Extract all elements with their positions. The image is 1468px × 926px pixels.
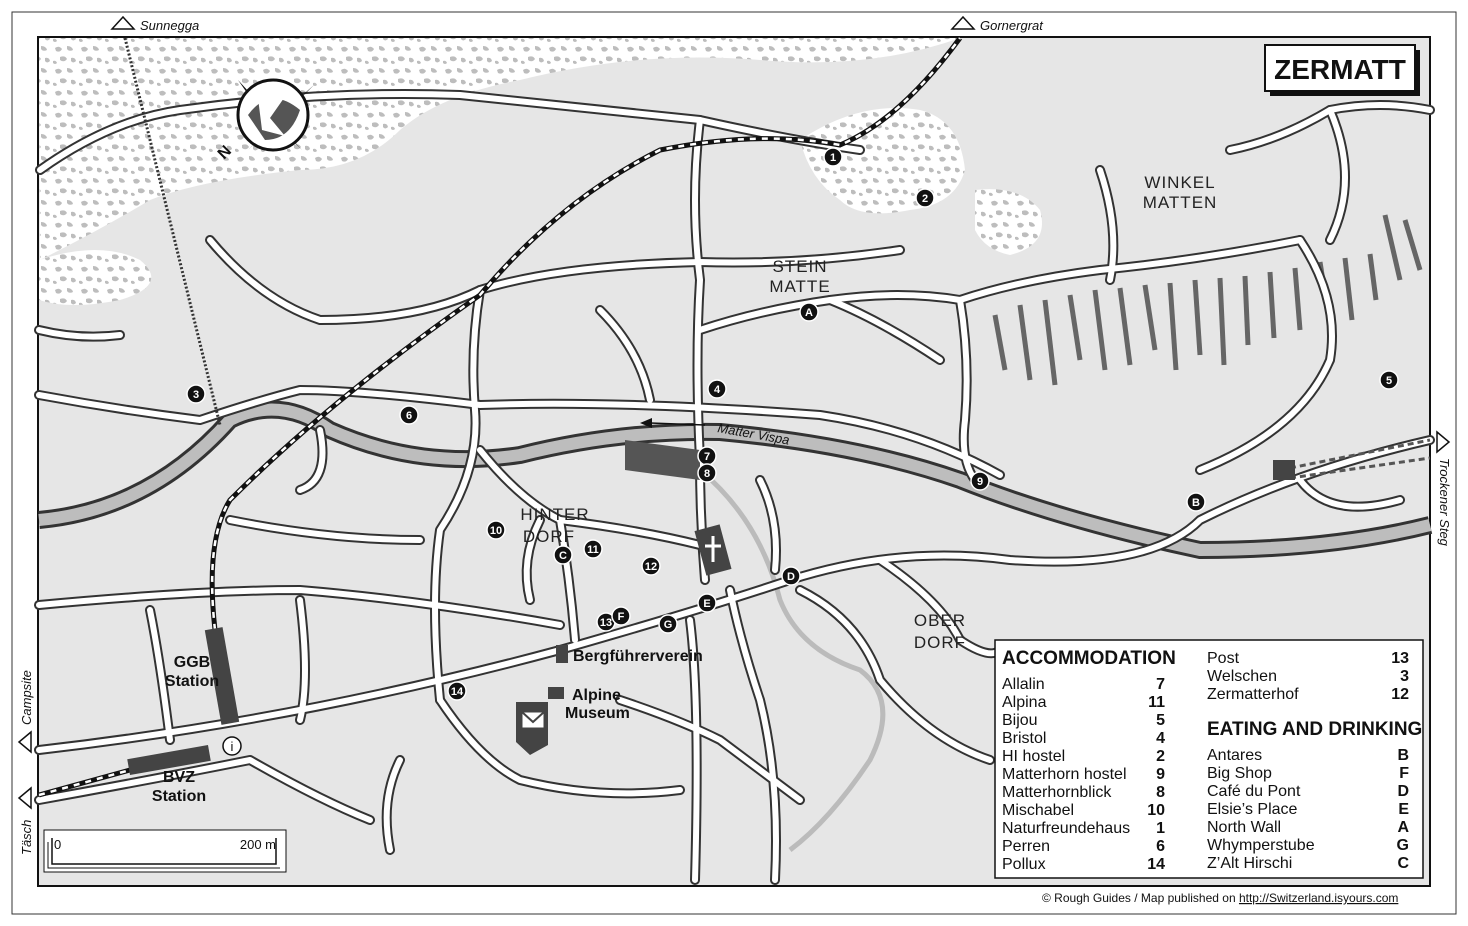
legend-entry-key: G — [1396, 837, 1409, 854]
legend-entry-key: B — [1397, 747, 1409, 764]
marker-label: E — [703, 598, 711, 610]
marker-1[interactable] — [824, 148, 842, 166]
marker-label: 1 — [829, 152, 837, 164]
legend-entry-name: Bijou — [1002, 712, 1038, 729]
marker-9[interactable] — [971, 472, 989, 490]
ggb-station-label-line2: Station — [164, 673, 220, 690]
compass-north-label: N — [214, 142, 236, 163]
legend-entry-key: 4 — [1156, 730, 1165, 747]
marker-label: 7 — [703, 451, 711, 463]
district-oberdorf-line2: DORF — [913, 633, 967, 652]
district-winkelmatten-line1: WINKEL — [1144, 173, 1216, 192]
direction-gornergrat[interactable]: Gornergrat — [980, 18, 1043, 33]
info-icon-label: i — [230, 739, 234, 754]
marker-f[interactable] — [612, 607, 630, 625]
direction-tasch[interactable]: Täsch — [19, 819, 34, 855]
legend-entry-name: Matterhornblick — [1002, 784, 1112, 801]
marker-11[interactable] — [584, 540, 602, 558]
marker-8[interactable] — [698, 464, 716, 482]
legend-entry-key: 14 — [1147, 856, 1165, 873]
marker-label: 14 — [450, 686, 464, 698]
marker-label: B — [1192, 497, 1200, 509]
legend-entry-name: Pollux — [1002, 856, 1046, 873]
legend-entry-name: Z’Alt Hirschi — [1207, 855, 1293, 872]
marker-7[interactable] — [698, 447, 716, 465]
legend-entry-name: Naturfreundehaus — [1002, 820, 1131, 837]
district-hinterdorf-line2: DORF — [522, 527, 576, 546]
marker-5[interactable] — [1380, 371, 1398, 389]
cable-car-station — [1273, 460, 1295, 480]
legend-entry-name: Mischabel — [1002, 802, 1075, 819]
marker-c[interactable] — [554, 546, 572, 564]
marker-label: 12 — [644, 561, 658, 573]
legend-entry-key: 5 — [1156, 712, 1165, 729]
legend-entry-key: 10 — [1147, 802, 1165, 819]
marker-label: 8 — [703, 468, 711, 480]
legend-entry-key: 9 — [1156, 766, 1165, 783]
marker-label: 4 — [713, 384, 721, 396]
marker-label: A — [805, 307, 813, 319]
marker-3[interactable] — [187, 385, 205, 403]
marker-label: D — [787, 571, 795, 583]
marker-label: 11 — [587, 544, 599, 556]
legend-entry-name: Matterhorn hostel — [1002, 766, 1127, 783]
marker-2[interactable] — [916, 189, 934, 207]
marker-g[interactable] — [659, 615, 677, 633]
legend-entry-name: Post — [1207, 650, 1240, 667]
legend-entry-key: D — [1397, 783, 1409, 800]
legend-entry-key: 8 — [1156, 784, 1165, 801]
alpine-museum-label-line1: Alpine — [572, 687, 621, 704]
map-credit — [1042, 891, 1398, 905]
direction-campsite[interactable]: Campsite — [19, 670, 34, 725]
legend-entry-name: Antares — [1207, 747, 1263, 764]
legend-entry-name: Alpina — [1002, 694, 1047, 711]
scale-end: 200 m — [239, 837, 276, 852]
legend-entry-name: Café du Pont — [1207, 783, 1301, 800]
direction-sunnegga[interactable]: Sunnegga — [140, 18, 200, 33]
legend-entry-key: 2 — [1156, 748, 1165, 765]
marker-label: C — [559, 550, 567, 562]
map-title-text: ZERMATT — [1274, 54, 1406, 85]
legend-eating-title: EATING AND DRINKING — [1207, 719, 1423, 740]
marker-label: 13 — [599, 617, 613, 629]
map-credit-link[interactable]: http://Switzerland.isyours.com — [1238, 891, 1399, 905]
marker-label: 9 — [976, 476, 984, 488]
legend-entry-name: Perren — [1002, 838, 1051, 855]
legend-accommodation-title: ACCOMMODATION — [1002, 648, 1176, 669]
scale-start: 0 — [54, 837, 62, 852]
district-steinmatte-line1: STEIN — [772, 257, 828, 276]
bvz-station-label-line2: Station — [151, 788, 207, 805]
district-oberdorf-line1: OBER — [913, 611, 967, 630]
legend-entry-key: 7 — [1156, 676, 1165, 693]
district-steinmatte-line2: MATTE — [769, 277, 831, 296]
legend — [995, 640, 1423, 878]
marker-a[interactable] — [800, 303, 818, 321]
legend-entry-key: 11 — [1148, 694, 1165, 711]
marker-b[interactable] — [1187, 493, 1205, 511]
marker-6[interactable] — [400, 406, 418, 424]
marker-12[interactable] — [642, 557, 660, 575]
marker-e[interactable] — [698, 594, 716, 612]
legend-entry-name: Elsie’s Place — [1207, 801, 1298, 818]
marker-d[interactable] — [782, 567, 800, 585]
legend-entry-key: C — [1397, 855, 1409, 872]
alpine-museum-building — [548, 687, 564, 699]
district-winkelmatten-line2: MATTEN — [1142, 193, 1218, 212]
marker-label: 5 — [1385, 375, 1393, 387]
scale-bar — [44, 830, 286, 872]
legend-entry-key: F — [1399, 765, 1409, 782]
marker-label: 2 — [921, 193, 929, 205]
marker-4[interactable] — [708, 380, 726, 398]
legend-entry-name: Allalin — [1002, 676, 1045, 693]
marker-label: 6 — [405, 410, 413, 422]
ggb-station-label-line1: GGB — [173, 654, 211, 671]
direction-trockener-steg[interactable]: Trockener Steg — [1437, 458, 1452, 546]
legend-entry-key: A — [1397, 819, 1409, 836]
district-hinterdorf-line1: HINTER — [520, 505, 590, 524]
legend-entry-key: E — [1398, 801, 1409, 818]
legend-entry-name: Zermatterhof — [1207, 686, 1299, 703]
legend-entry-key: 3 — [1400, 668, 1409, 685]
map-title — [1265, 45, 1420, 96]
legend-entry-key: 6 — [1156, 838, 1165, 855]
legend-entry-name: Bristol — [1002, 730, 1047, 747]
legend-entry-key: 13 — [1391, 650, 1409, 667]
legend-entry-name: Big Shop — [1207, 765, 1272, 782]
marker-label: 3 — [192, 389, 200, 401]
bergfuhrerverein-building — [556, 645, 568, 663]
legend-entry-name: North Wall — [1207, 819, 1282, 836]
river-name: Matter Vispa — [716, 420, 791, 448]
legend-entry-name: Welschen — [1207, 668, 1277, 685]
marker-14[interactable] — [448, 682, 466, 700]
marker-label: G — [663, 619, 673, 631]
marker-10[interactable] — [487, 521, 505, 539]
alpine-museum-label-line2: Museum — [565, 705, 630, 722]
marker-label: F — [617, 611, 625, 623]
marker-label: 10 — [489, 525, 503, 537]
legend-entry-key: 1 — [1156, 820, 1165, 837]
bvz-station-label-line1: BVZ — [163, 769, 195, 786]
legend-entry-key: 12 — [1391, 686, 1409, 703]
map-credit-text: © Rough Guides / Map published on — [1042, 891, 1239, 905]
bergfuhrerverein-label: Bergführerverein — [573, 648, 703, 665]
legend-entry-name: Whymperstube — [1207, 837, 1315, 854]
legend-entry-name: HI hostel — [1002, 748, 1066, 765]
